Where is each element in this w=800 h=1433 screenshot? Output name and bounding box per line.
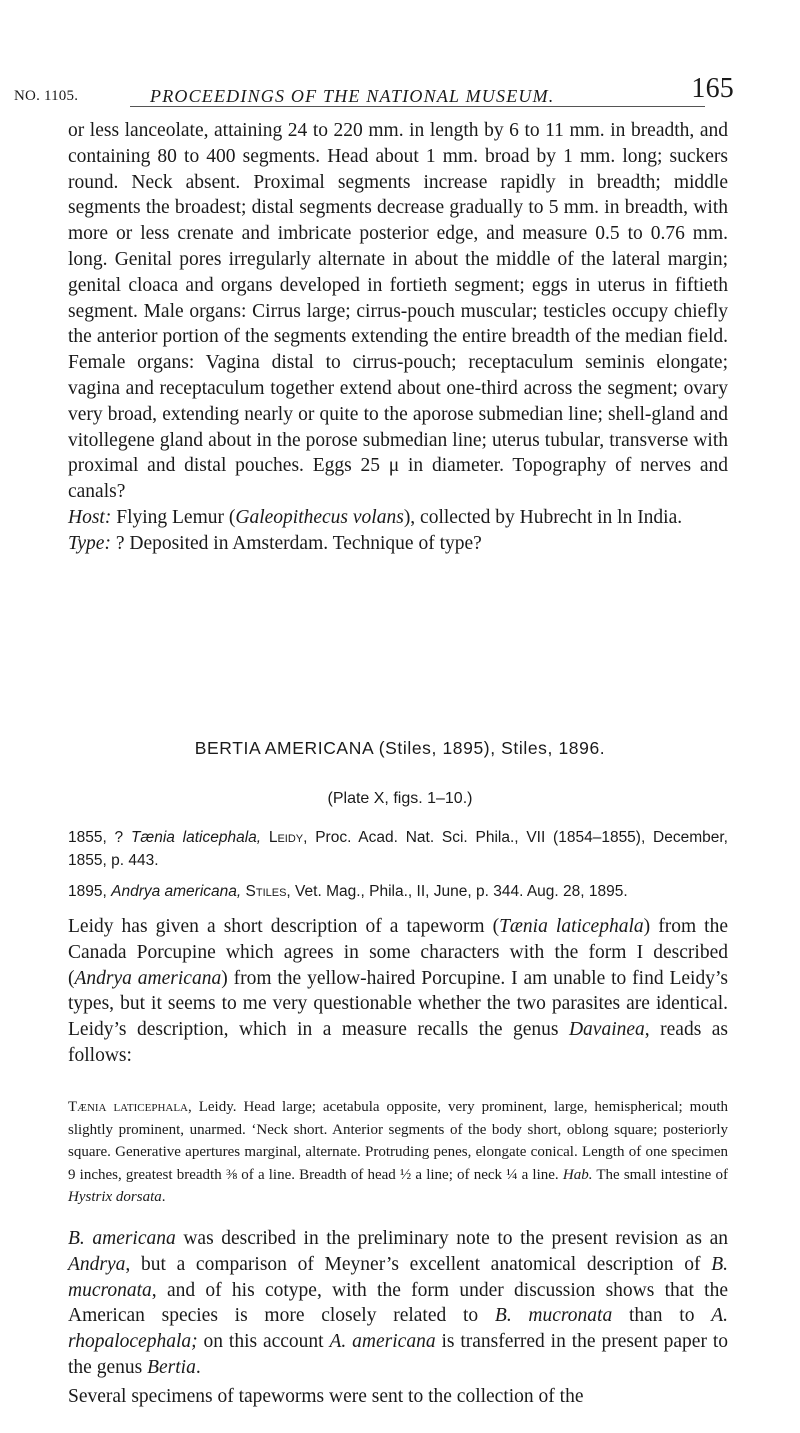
hab-end: .	[161, 1189, 166, 1206]
syn-author: Stiles,	[241, 883, 291, 900]
host-species: Galeopithecus volans	[235, 506, 404, 528]
syn-author: Leidy,	[261, 829, 308, 846]
type-label: Type:	[68, 532, 111, 554]
host-label: Host:	[68, 506, 112, 528]
syn-ref: Proc. Acad. Nat. Sci. Phila., VII (1854–1855), December, 1855, p. 443.	[68, 829, 728, 869]
page-number: 165	[691, 73, 734, 104]
species-name: B. mucronata	[494, 1305, 613, 1327]
species-name: A. americana	[329, 1331, 436, 1353]
text-run: , and of his cotype, with the form under discussion shows that the American species is more closely related to	[68, 1279, 728, 1327]
text-run: ) from the yellow-haired Porcupine. I am unable to find Leidy’s types, but it seems to me very questionable whether the two parasites are identical. Leidy’s description, which in a measure recalls the genus	[68, 967, 728, 1041]
hab-text: The small intestine of	[592, 1166, 728, 1183]
text-run: .	[195, 1356, 201, 1378]
genus-name: Andrya	[68, 1253, 126, 1275]
species-name: A. rhopalocephala;	[68, 1305, 728, 1353]
issue-number: NO. 1105.	[14, 88, 79, 104]
paragraph-specimens: Several specimens of tapeworms were sent to the collection of the	[68, 1386, 584, 1407]
paragraph-americana	[68, 1226, 728, 1381]
syn-year: 1855, ?	[68, 829, 131, 846]
type-text: ? Deposited in Amsterdam. Technique of type?	[110, 532, 482, 554]
text-run: Leidy has given a short description of a tapeworm (	[68, 916, 500, 937]
genus-name: Bertia	[147, 1356, 196, 1378]
species-name: B. americana	[68, 1228, 176, 1249]
synonymy-entry-1	[68, 826, 728, 872]
text-run: is transferred in the present paper to the genus	[68, 1331, 729, 1378]
genus-name: Davainea	[568, 1019, 645, 1041]
syn-year: 1895,	[68, 883, 112, 900]
quote-text: Leidy. Head large; acetabula opposite, very prominent, large, hemispherical; mouth slightly prominent, unarmed. ‘Neck short. Anterior segments of the body short, oblong square; posteriorly square. Generative apertures marginal, alternate. Protruding penes, elongate conical. Length of one specimen 9 inches, greatest breadth ⅜ of a line. Breadth of head ½ a line; of neck ¼ a line.	[68, 1099, 729, 1183]
syn-name: Tænia laticephala,	[130, 829, 262, 846]
description-text: or less lanceolate, attaining 24 to 220 mm. in length by 6 to 11 mm. in breadth, and containing 80 to 400 segments. Head about 1 mm. broad by 1 mm. long; suckers round. Neck absent. Proximal segments increase rapidly in breadth; middle segments the broadest; distal segments decrease gradually to 5 mm. in breadth, with more or less crenate and imbricate posterior edge, and measure 0.5 to 0.76 mm. long. Genital pores irregularly alternate in about the middle of the lateral margin; genital cloaca and organs developed in fortieth segment; eggs in uterus in fiftieth segment. Male organs: Cirrus large; cirrus-pouch muscular; testicles occupy chiefly the anterior portion of the segments extending the entire breadth of the median field. Female organs: Vagina distal to cirrus-pouch; receptaculum seminis elongate; vagina and receptaculum together extend about one-third across the segment; ovary very broad, extending nearly or quite to the aporose submedian line; shell-gland and vitollegene gland about in the porose submedian line; uterus tubular, transverse with proximal and distal pouches. Eggs 25 μ in diameter. Topography of nerves and canals?	[68, 120, 728, 503]
species-name: B. mucronata	[68, 1253, 728, 1301]
header-rule	[130, 106, 705, 107]
host-text-end: ), collected by Hubrecht in ln India.	[403, 506, 683, 528]
running-head	[14, 70, 734, 110]
hab-label: Hab.	[562, 1166, 593, 1183]
hab-species: Hystrix dorsata	[68, 1189, 162, 1206]
text-run: , reads as follows:	[68, 1019, 728, 1066]
quote-species: Tænia laticephala,	[68, 1099, 192, 1115]
text-run: than to	[612, 1305, 712, 1327]
text-run: was described in the preliminary note to the present revision as an	[175, 1228, 728, 1249]
species-name: Andrya americana	[74, 967, 222, 989]
synonymy-entry-2	[68, 880, 728, 903]
plate-reference: (Plate X, figs. 1–10.)	[327, 790, 473, 807]
syn-ref: Vet. Mag., Phila., II, June, p. 344. Aug. 28, 1895.	[290, 883, 628, 900]
species-name: Tænia laticephala	[499, 916, 644, 937]
syn-name: Andrya americana,	[111, 883, 242, 900]
text-run: ) from the Canada Porcupine which agrees in some characters with the form I described (	[68, 916, 728, 989]
journal-title: PROCEEDINGS OF THE NATIONAL MUSEUM.	[150, 86, 555, 106]
paragraph-leidy	[68, 914, 728, 1069]
text-run: , but a comparison of Meyner’s excellent anatomical description of	[125, 1253, 712, 1275]
text-run: on this account	[197, 1331, 330, 1353]
paragraph-description	[68, 118, 728, 557]
quoted-description	[68, 1096, 728, 1209]
species-heading: BERTIA AMERICANA (Stiles, 1895), Stiles, 1896.	[194, 738, 606, 758]
host-text: Flying Lemur (	[111, 506, 236, 528]
